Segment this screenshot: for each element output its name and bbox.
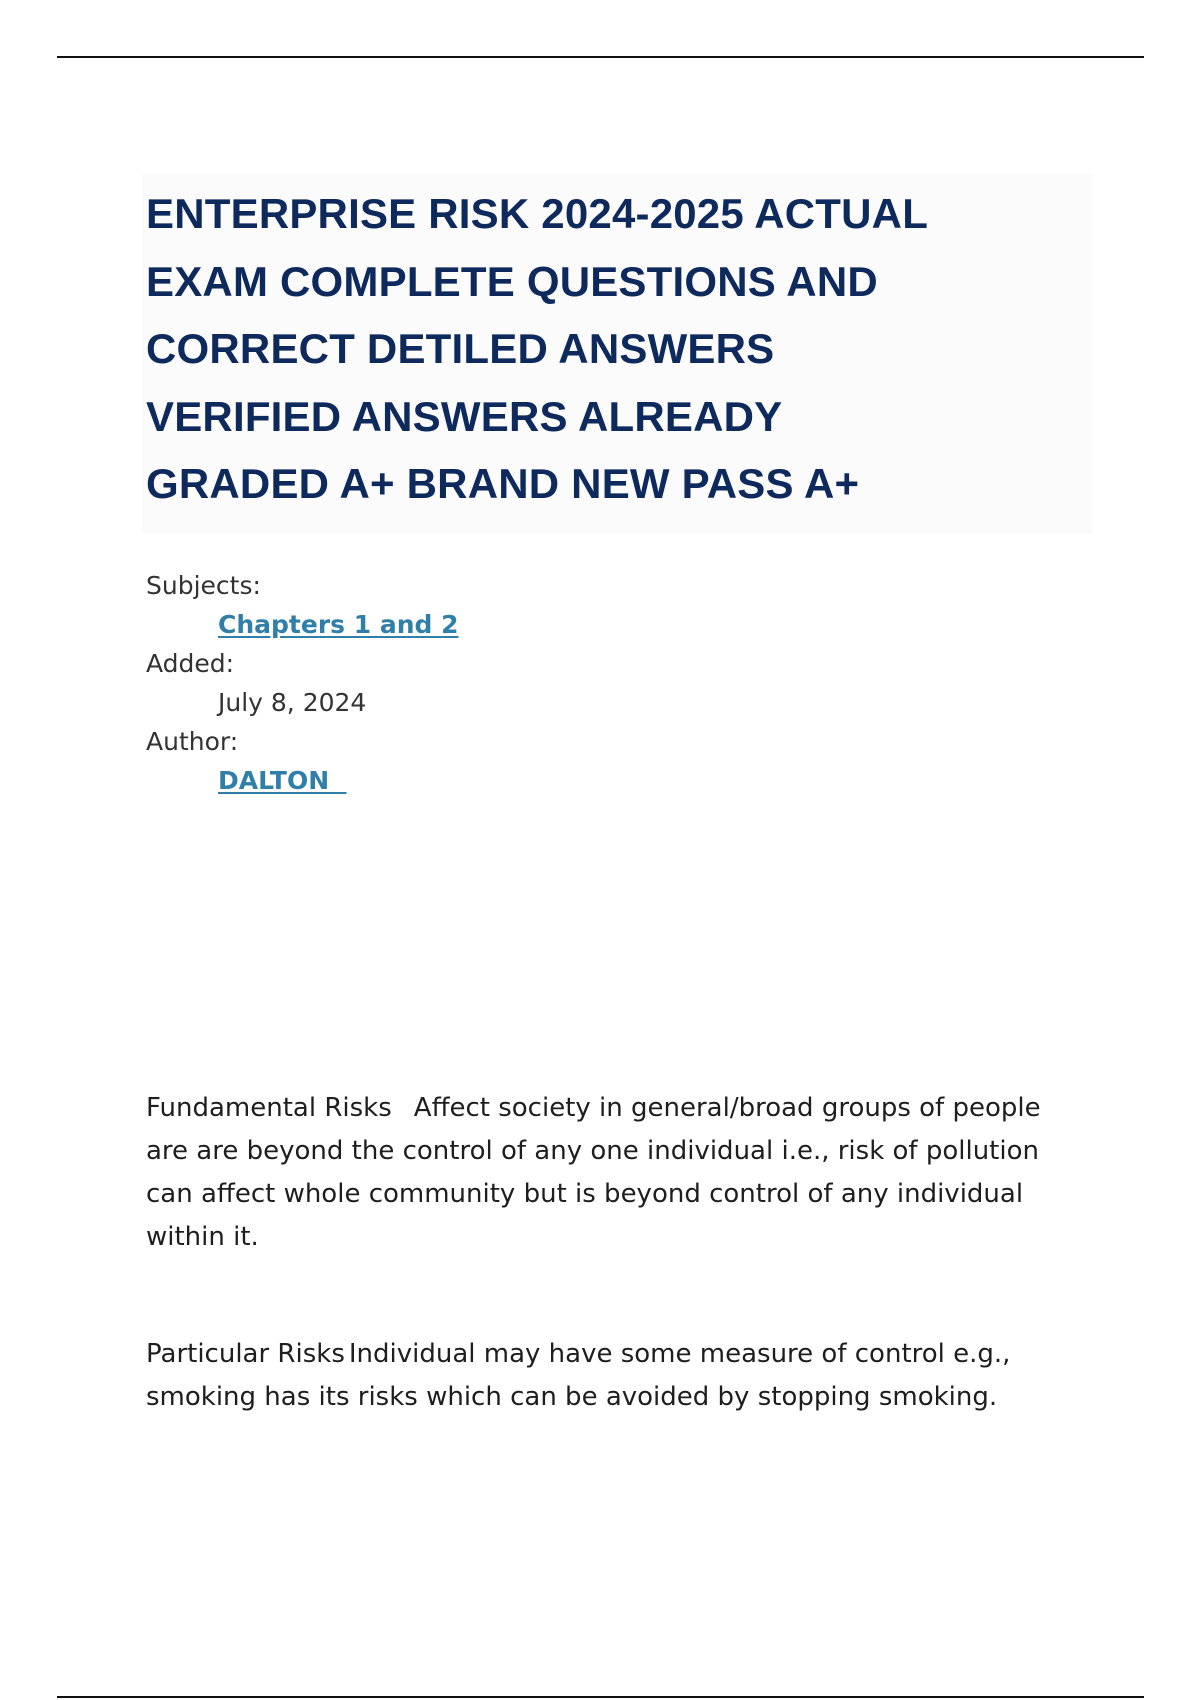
- document-title: ENTERPRISE RISK 2024-2025 ACTUAL EXAM COMPLETE QUESTIONS AND CORRECT DETILED ANSWERS VERIFIED ANSWERS ALREADY GRADED A+ BRAND NEW PASS A+: [146, 190, 929, 507]
- author-link[interactable]: DALTON: [218, 766, 347, 795]
- top-rule: [57, 56, 1144, 58]
- bottom-rule: [57, 1696, 1144, 1698]
- entry-term: Fundamental Risks: [146, 1093, 392, 1123]
- author-label: Author:: [146, 727, 239, 756]
- entry-fundamental-risks: [146, 1087, 1086, 1259]
- entry-term: Particular Risks: [146, 1339, 345, 1369]
- author-value-row: [146, 761, 459, 800]
- entry-definition: Affect society in general/broad groups of people are are beyond the control of any one individual i.e., risk of pollution can affect whole community but is beyond control of any individual within it.: [146, 1093, 1041, 1252]
- entry-particular-risks: [146, 1333, 1086, 1419]
- document-metadata: [146, 566, 459, 800]
- added-date: July 8, 2024: [218, 688, 367, 717]
- subjects-label: Subjects:: [146, 571, 261, 600]
- entry-definition: Individual may have some measure of control e.g., smoking has its risks which can be avoided by stopping smoking.: [146, 1339, 1011, 1412]
- subjects-value-row: [146, 605, 459, 644]
- added-label: Added:: [146, 649, 235, 678]
- subjects-link[interactable]: Chapters 1 and 2: [218, 610, 459, 639]
